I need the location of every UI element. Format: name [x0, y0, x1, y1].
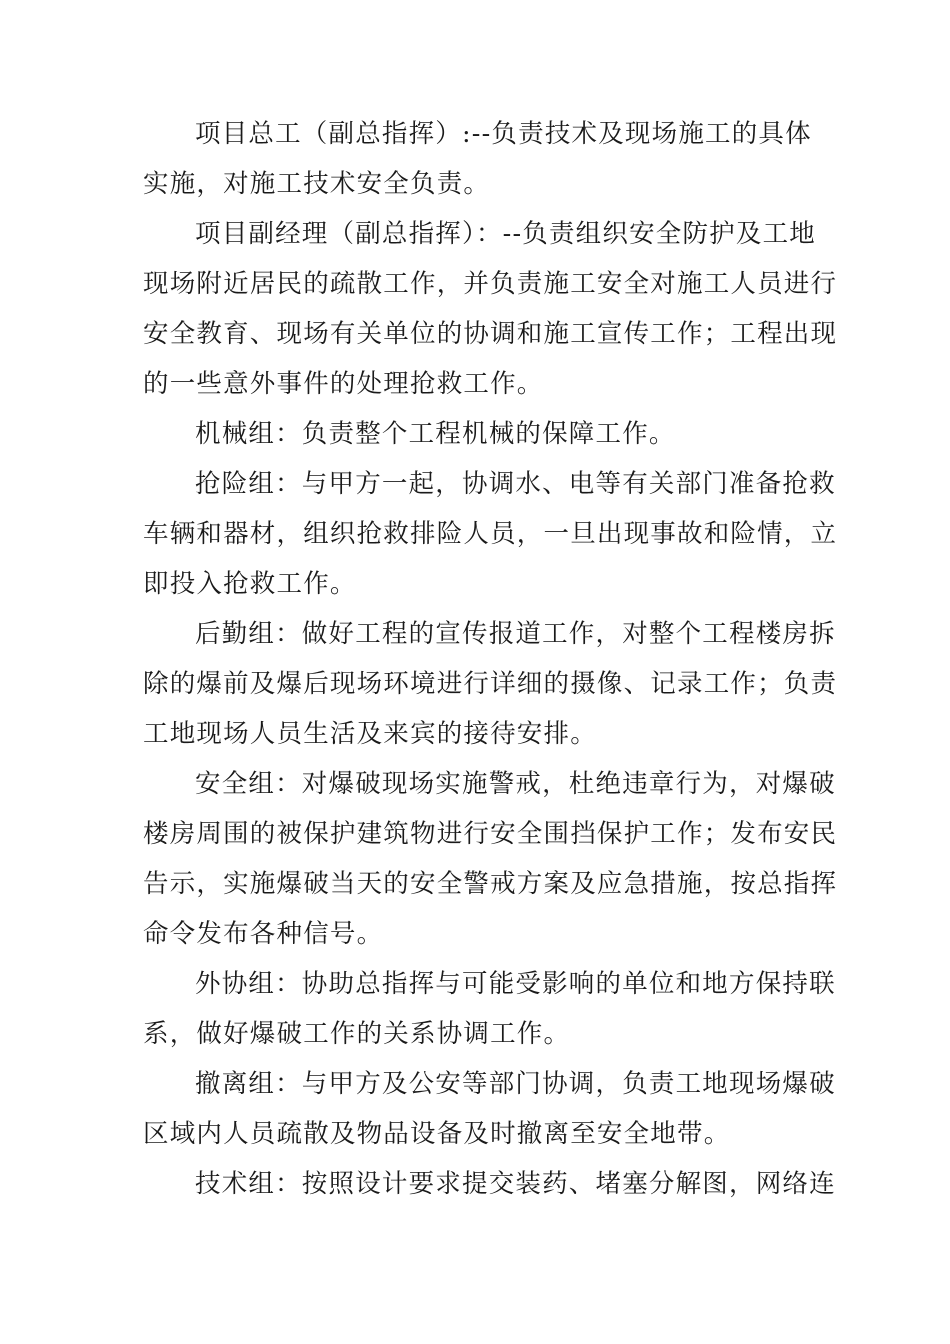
text-line: 的一些意外事件的处理抢救工作。	[143, 369, 544, 399]
text-line: 楼房周围的被保护建筑物进行安全围挡保护工作；发布安民	[143, 819, 838, 849]
paragraph-safety-group	[143, 759, 838, 959]
text-line: 车辆和器材，组织抢救排险人员，一旦出现事故和险情，立	[143, 519, 838, 549]
text-line: 机械组：负责整个工程机械的保障工作。	[195, 419, 676, 449]
paragraph-rescue-group	[143, 459, 838, 609]
paragraph-project-chief-engineer	[143, 109, 812, 209]
text-line: 抢险组：与甲方一起，协调水、电等有关部门准备抢救	[195, 469, 836, 499]
document-body	[143, 109, 838, 1209]
paragraph-technical-group	[143, 1159, 836, 1209]
paragraph-evacuation-group	[143, 1059, 836, 1159]
text-line: 工地现场人员生活及来宾的接待安排。	[143, 719, 597, 749]
text-line: 区域内人员疏散及物品设备及时撤离至安全地带。	[143, 1119, 731, 1149]
text-line: 安全组：对爆破现场实施警戒，杜绝违章行为，对爆破	[195, 769, 836, 799]
text-line: 告示，实施爆破当天的安全警戒方案及应急措施，按总指挥	[143, 869, 838, 899]
text-line: 后勤组：做好工程的宣传报道工作，对整个工程楼房拆	[195, 619, 836, 649]
text-line: 命令发布各种信号。	[143, 919, 384, 949]
text-line: 技术组：按照设计要求提交装药、堵塞分解图，网络连	[195, 1169, 836, 1199]
text-line: 除的爆前及爆后现场环境进行详细的摄像、记录工作；负责	[143, 669, 838, 699]
paragraph-external-liaison-group	[143, 959, 836, 1059]
text-line: 外协组：协助总指挥与可能受影响的单位和地方保持联	[195, 969, 836, 999]
text-line: 即投入抢救工作。	[143, 569, 357, 599]
paragraph-deputy-manager	[143, 209, 838, 409]
text-line: 安全教育、现场有关单位的协调和施工宣传工作；工程出现	[143, 319, 838, 349]
paragraph-machinery-group	[143, 409, 809, 459]
paragraph-logistics-group	[143, 609, 838, 759]
text-line: 实施，对施工技术安全负责。	[143, 169, 491, 199]
text-line: 系，做好爆破工作的关系协调工作。	[143, 1019, 571, 1049]
text-line: 现场附近居民的疏散工作，并负责施工安全对施工人员进行	[143, 269, 838, 299]
text-line: 项目总工（副总指挥）:--负责技术及现场施工的具体	[195, 119, 812, 149]
text-line: 项目副经理（副总指挥）：--负责组织安全防护及工地	[195, 219, 816, 249]
text-line: 撤离组：与甲方及公安等部门协调，负责工地现场爆破	[195, 1069, 836, 1099]
